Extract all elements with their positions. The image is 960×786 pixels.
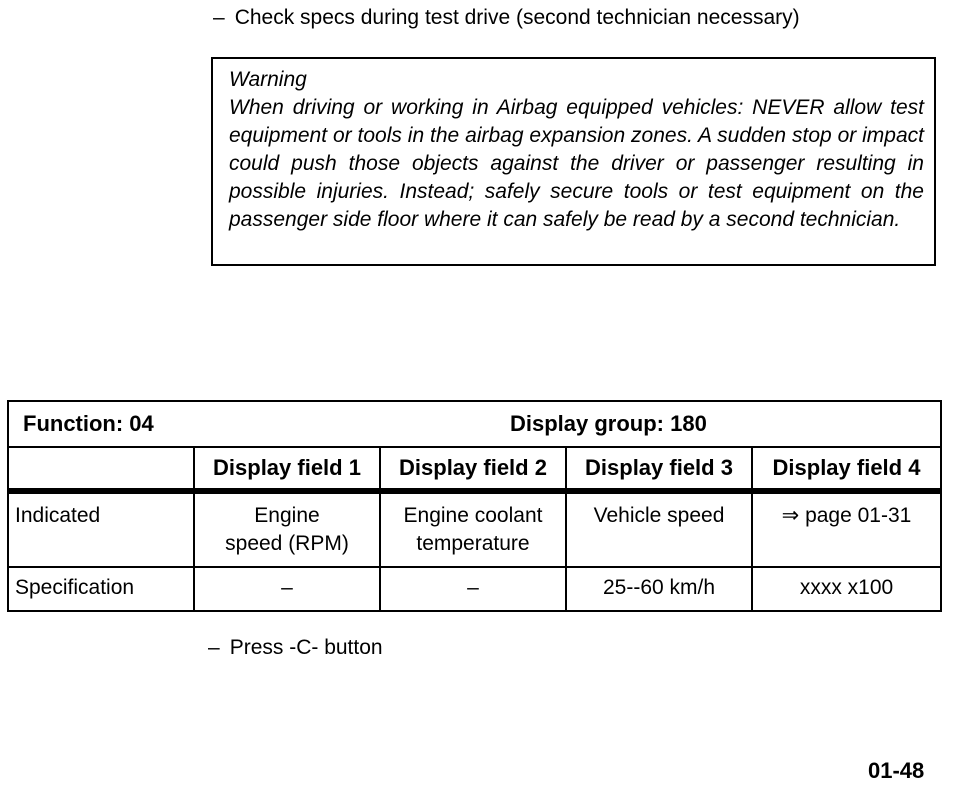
step-text: Check specs during test drive (second technician necessary) bbox=[234, 6, 800, 29]
table-cell: Vehicle speed bbox=[566, 491, 752, 567]
column-header: Display field 3 bbox=[566, 447, 752, 491]
table-row bbox=[8, 567, 941, 611]
warning-box bbox=[211, 57, 936, 266]
row-label: Indicated bbox=[8, 491, 194, 567]
warning-body: When driving or working in Airbag equipped vehicles: NEVER allow test equipment or tools in the airbag expansion zones. A sudden stop or impact could push those objects against the driver or passenger resulting in possible injuries. Instead; safely secure tools or test equipment on the passenger side floor where it can safely be read by a second technician. bbox=[229, 96, 924, 231]
display-group-label: Display group: 180 bbox=[380, 401, 941, 447]
column-header bbox=[8, 447, 194, 491]
column-header-row bbox=[8, 447, 941, 491]
table-cell: xxxx x100 bbox=[752, 567, 941, 611]
table-cell: Engine speed (RPM) bbox=[194, 491, 380, 567]
warning-title: Warning bbox=[229, 68, 307, 91]
column-header: Display field 2 bbox=[380, 447, 566, 491]
column-header: Display field 4 bbox=[752, 447, 941, 491]
column-header: Display field 1 bbox=[194, 447, 380, 491]
display-group-table bbox=[7, 400, 942, 612]
table-cell: – bbox=[194, 567, 380, 611]
table-cell: ⇒ page 01-31 bbox=[752, 491, 941, 567]
function-label: Function: 04 bbox=[8, 401, 380, 447]
step-text: Press -C- button bbox=[229, 636, 383, 659]
page-number: 01-48 bbox=[868, 758, 925, 783]
row-label: Specification bbox=[8, 567, 194, 611]
step-dash: – bbox=[213, 6, 225, 29]
table-cell: 25--60 km/h bbox=[566, 567, 752, 611]
step-press-c-button bbox=[208, 636, 383, 660]
table-row bbox=[8, 491, 941, 567]
step-check-specs bbox=[213, 6, 800, 30]
step-dash: – bbox=[208, 636, 220, 659]
table-header-row bbox=[8, 401, 941, 447]
table-cell: Engine coolant temperature bbox=[380, 491, 566, 567]
table-cell: – bbox=[380, 567, 566, 611]
